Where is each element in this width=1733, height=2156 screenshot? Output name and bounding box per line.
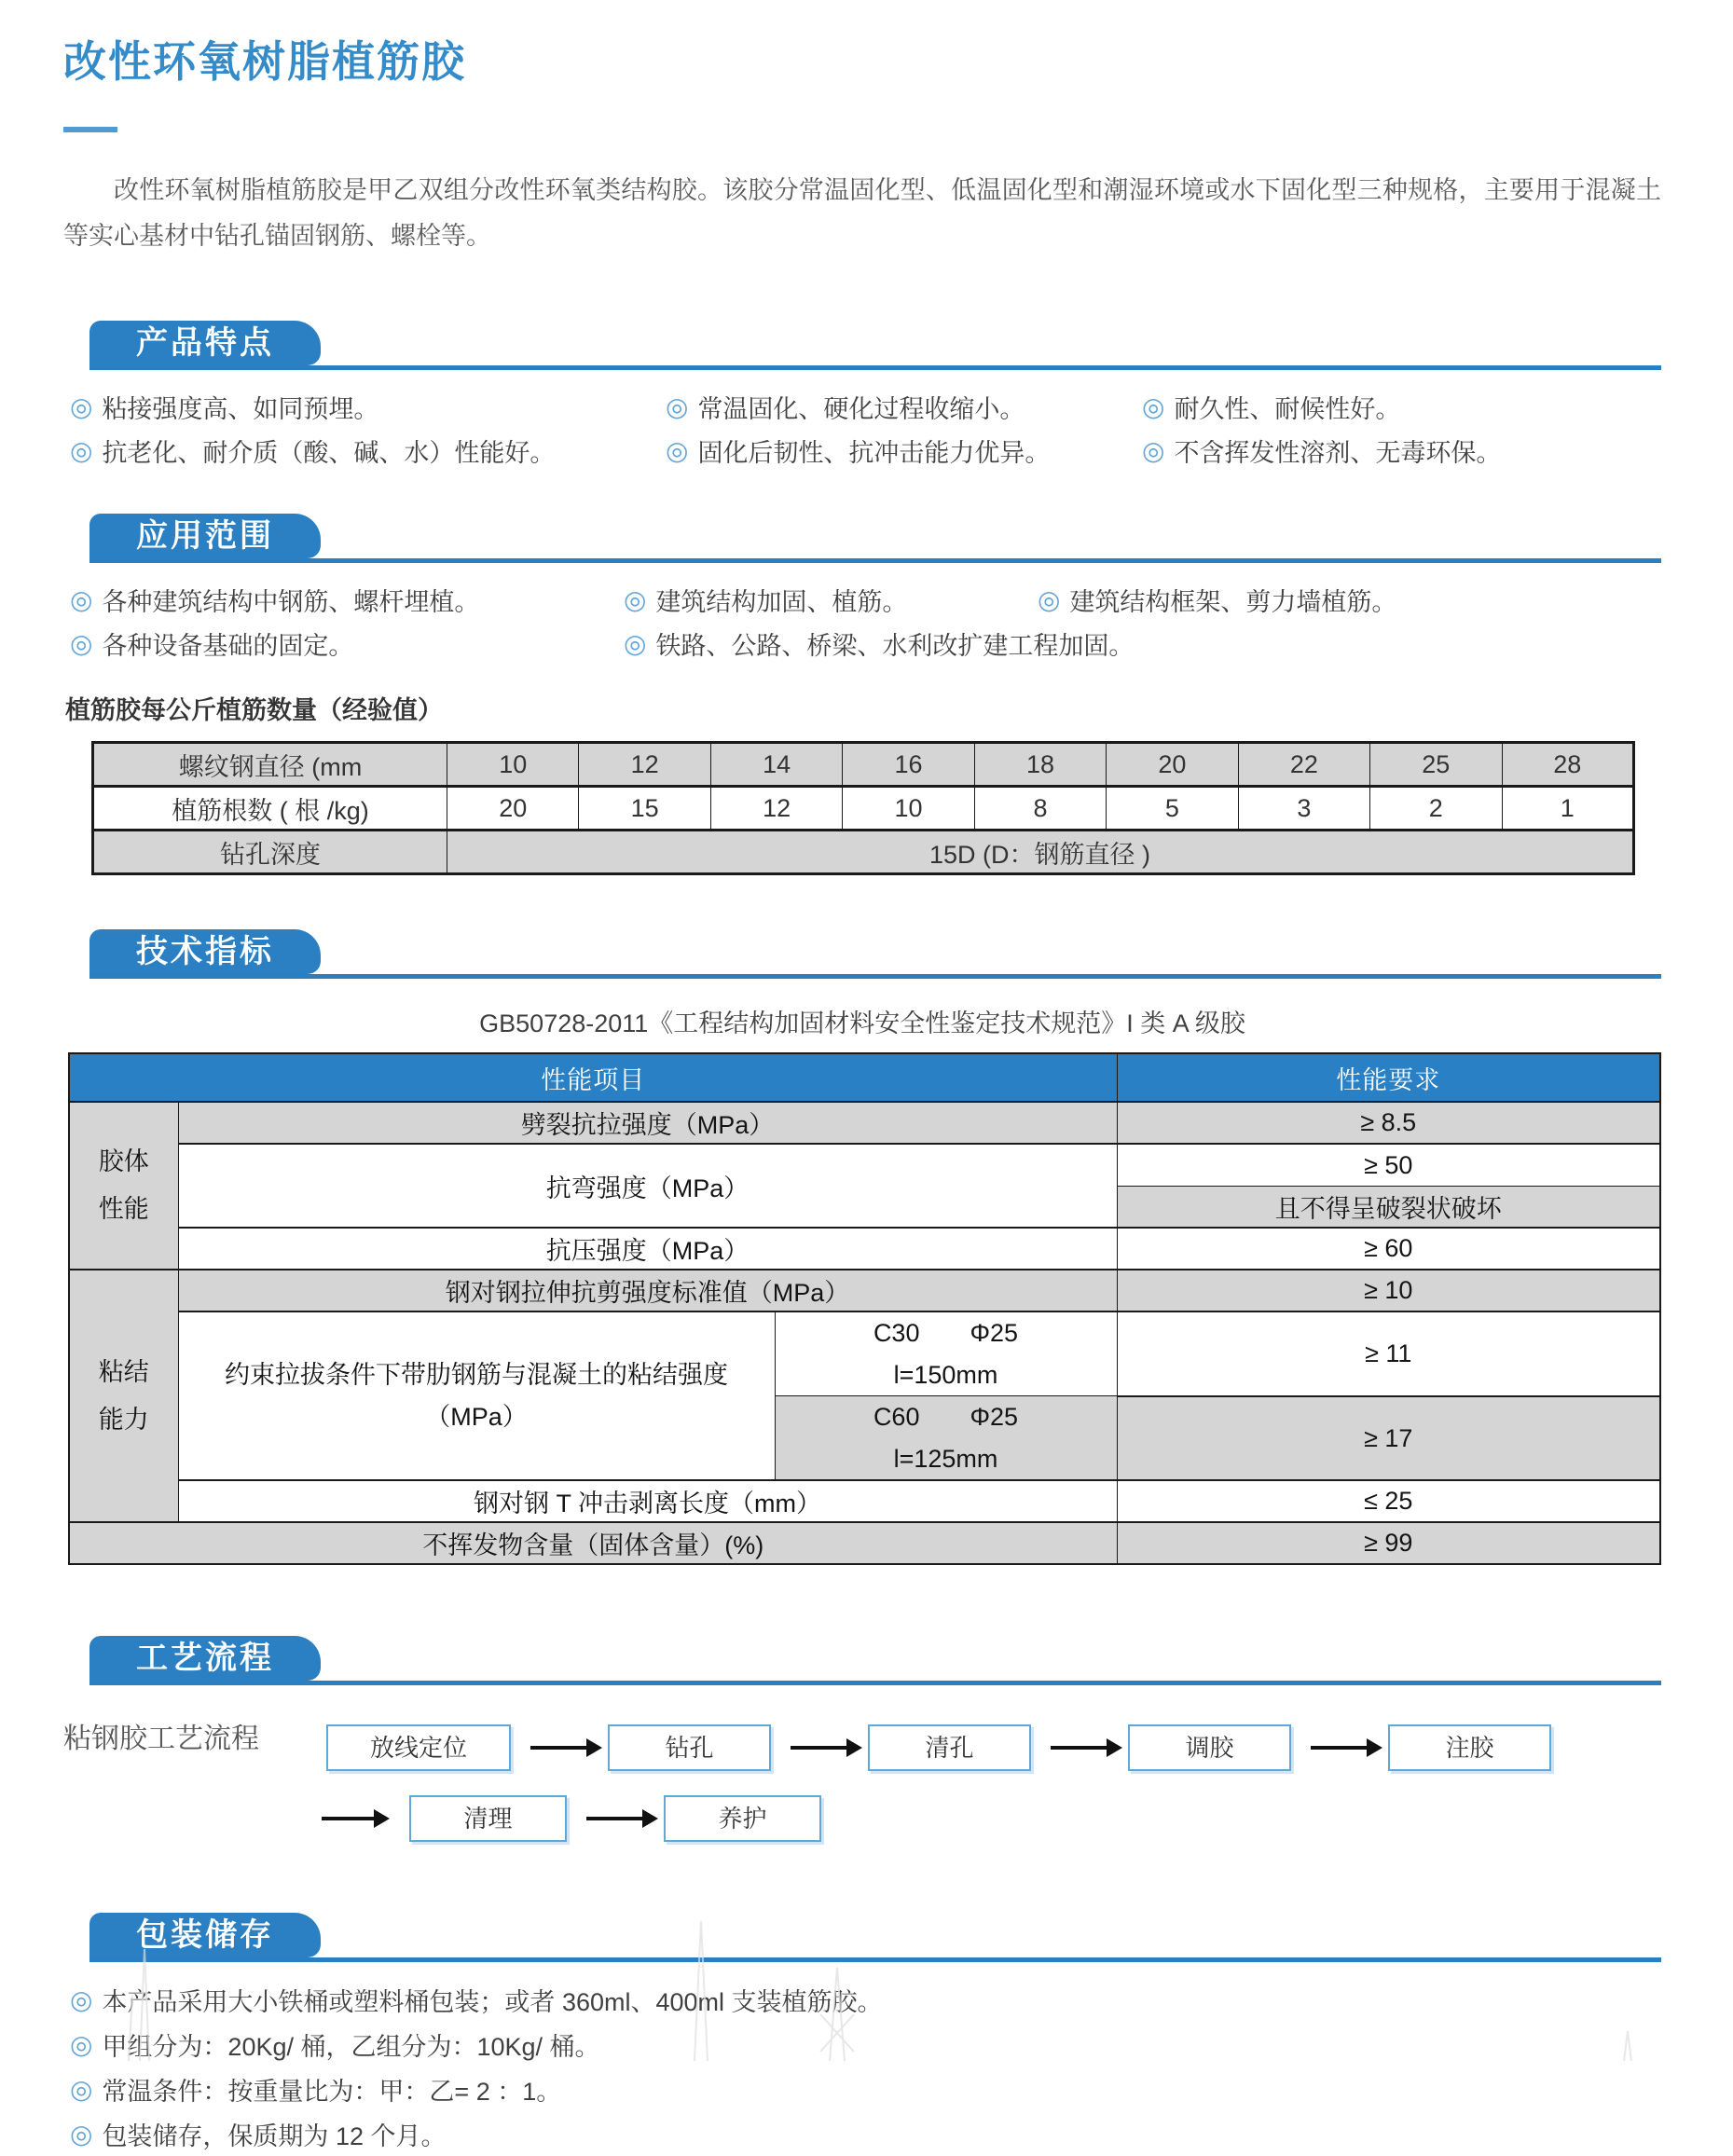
requirement-cell: ≥ 11 <box>1117 1311 1660 1396</box>
table-cell: 1 <box>1502 787 1634 831</box>
bullet-icon: ◎ <box>70 392 93 422</box>
bullet-icon: ◎ <box>70 2074 93 2104</box>
list-item <box>63 625 617 662</box>
table-cell: 22 <box>1238 743 1369 787</box>
table-cell: 15D (D：钢筋直径 ) <box>447 831 1634 874</box>
section-tab-packaging: 包装储存 <box>89 1913 321 1957</box>
table-row <box>69 1270 1660 1311</box>
property-text: （MPa） <box>425 1402 528 1431</box>
arrow-right-icon <box>1051 1746 1108 1750</box>
rebar-count-table <box>91 741 1635 875</box>
bullet-icon: ◎ <box>70 2029 93 2059</box>
flow-step: 调胶 <box>1128 1724 1291 1771</box>
requirement-cell: ≥ 10 <box>1117 1270 1660 1311</box>
arrow-right-icon <box>1311 1746 1369 1750</box>
table-row <box>69 1228 1660 1270</box>
section-tab-applications: 应用范围 <box>89 514 321 558</box>
feature-text: 固化后韧性、抗冲击能力优异。 <box>697 439 1051 468</box>
packaging-list <box>63 1977 1661 2156</box>
section-header-process <box>89 1636 1661 1685</box>
application-text: 建筑结构框架、剪力墙植筋。 <box>1069 588 1397 617</box>
application-text: 各种设备基础的固定。 <box>102 632 354 661</box>
bullet-icon: ◎ <box>624 629 647 659</box>
table-cell: 18 <box>974 743 1106 787</box>
list-item <box>63 2022 1661 2067</box>
table-cell: 8 <box>974 787 1106 831</box>
packaging-text: 本产品采用大小铁桶或塑料桶包装；或者 360ml、400ml 支装植筋胶。 <box>102 1987 883 2016</box>
property-cell: 抗弯强度（MPa） <box>178 1144 1117 1228</box>
features-row <box>63 429 1661 473</box>
flow-step: 清理 <box>409 1795 567 1842</box>
row-header-cell: 钻孔深度 <box>93 831 447 874</box>
condition-cell <box>775 1311 1117 1396</box>
application-text: 各种建筑结构中钢筋、螺杆埋植。 <box>102 588 480 617</box>
section-header-tech <box>89 929 1661 979</box>
list-item <box>1031 582 1396 618</box>
requirement-cell: ≥ 99 <box>1117 1522 1660 1564</box>
list-item <box>63 2067 1661 2111</box>
applications-list <box>63 578 1661 666</box>
list-item <box>659 433 1135 469</box>
row-header-cell: 螺纹钢直径 (mm <box>93 743 447 787</box>
packaging-text: 甲组分为：20Kg/ 桶，乙组分为：10Kg/ 桶。 <box>102 2032 600 2061</box>
table-cell: 10 <box>447 743 579 787</box>
table-cell: 25 <box>1370 743 1502 787</box>
table-cell: 12 <box>579 743 710 787</box>
list-item <box>63 582 617 618</box>
packaging-text: 常温条件：按重量比为：甲：乙= 2 ：1。 <box>102 2077 562 2106</box>
bullet-icon: ◎ <box>70 629 93 659</box>
features-row <box>63 385 1661 429</box>
table-row <box>69 1144 1660 1186</box>
section-header-packaging <box>89 1913 1661 1962</box>
feature-text: 抗老化、耐介质（酸、碱、水）性能好。 <box>102 439 556 468</box>
column-header: 性能项目 <box>69 1053 1117 1102</box>
feature-text: 粘接强度高、如同预埋。 <box>102 395 379 424</box>
list-item <box>1135 389 1400 425</box>
list-item <box>63 1977 1661 2022</box>
table-cell: 14 <box>710 743 842 787</box>
list-item <box>1135 433 1501 469</box>
title-underline <box>63 127 117 132</box>
feature-text: 不含挥发性溶剂、无毒环保。 <box>1174 439 1502 468</box>
bullet-icon: ◎ <box>70 1984 93 2014</box>
list-item <box>63 2111 1661 2156</box>
table-cell: 2 <box>1370 787 1502 831</box>
property-text: 约束拉拔条件下带肋钢筋与混凝土的粘结强度 <box>225 1361 728 1390</box>
applications-row <box>63 578 1661 622</box>
table-row <box>69 1480 1660 1522</box>
row-header-cell: 植筋根数 ( 根 /kg) <box>93 787 447 831</box>
page-title: 改性环氧树脂植筋胶 <box>63 37 466 86</box>
list-item <box>617 625 1134 662</box>
table-cell: 3 <box>1238 787 1369 831</box>
rebar-table-title: 植筋胶每公斤植筋数量（经验值） <box>65 696 443 725</box>
column-header: 性能要求 <box>1117 1053 1660 1102</box>
table-row <box>93 831 1634 874</box>
table-cell: 28 <box>1502 743 1634 787</box>
bullet-icon: ◎ <box>70 2119 93 2149</box>
condition-text: l=150mm <box>893 1360 998 1389</box>
table-row <box>69 1522 1660 1564</box>
tech-spec-table <box>68 1052 1661 1565</box>
property-cell: 不挥发物含量（固体含量）(%) <box>69 1522 1117 1564</box>
table-cell: 5 <box>1107 787 1238 831</box>
list-item <box>617 582 1031 618</box>
requirement-cell: ≥ 8.5 <box>1117 1102 1660 1144</box>
flow-row <box>63 1698 1661 1771</box>
table-cell: 20 <box>447 787 579 831</box>
bullet-icon: ◎ <box>70 585 93 615</box>
table-cell: 16 <box>843 743 974 787</box>
section-header-features <box>89 321 1661 370</box>
requirement-cell: ≥ 50 <box>1117 1144 1660 1186</box>
section-header-applications <box>89 514 1661 563</box>
feature-text: 常温固化、硬化过程收缩小。 <box>697 395 1025 424</box>
bullet-icon: ◎ <box>70 436 93 466</box>
condition-cell <box>775 1396 1117 1481</box>
features-list <box>63 385 1661 473</box>
table-row <box>93 787 1634 831</box>
list-item <box>659 389 1135 425</box>
process-flowchart <box>63 1698 1661 1875</box>
table-header-row <box>69 1053 1660 1102</box>
section-tab-tech: 技术指标 <box>89 929 321 974</box>
table-row <box>93 743 1634 787</box>
property-cell: 抗压强度（MPa） <box>178 1228 1117 1270</box>
property-cell: 钢对钢拉伸抗剪强度标准值（MPa） <box>178 1270 1117 1311</box>
table-row <box>69 1102 1660 1144</box>
document-content <box>63 0 1661 2156</box>
condition-text: C30 Φ25 <box>873 1319 1019 1348</box>
group-header-cell: 胶体性能 <box>69 1102 178 1270</box>
table-cell: 12 <box>710 787 842 831</box>
arrow-right-icon <box>586 1817 644 1820</box>
flow-step: 清孔 <box>868 1724 1031 1771</box>
intro-paragraph: 改性环氧树脂植筋胶是甲乙双组分改性环氧类结构胶。该胶分常温固化型、低温固化型和潮湿环境或水下固化型三种规格，主要用于混凝土等实心基材中钻孔锚固钢筋、螺栓等。 <box>63 176 1661 251</box>
property-cell: 劈裂抗拉强度（MPa） <box>178 1102 1117 1144</box>
flow-step: 放线定位 <box>326 1724 511 1771</box>
table-row <box>69 1311 1660 1396</box>
section-tab-process: 工艺流程 <box>89 1636 321 1681</box>
property-cell: 钢对钢 T 冲击剥离长度（mm） <box>178 1480 1117 1522</box>
bullet-icon: ◎ <box>666 392 689 422</box>
table-cell: 20 <box>1107 743 1238 787</box>
flow-step: 养护 <box>664 1795 821 1842</box>
applications-row <box>63 622 1661 666</box>
bullet-icon: ◎ <box>1142 392 1165 422</box>
feature-text: 耐久性、耐候性好。 <box>1174 395 1401 424</box>
bullet-icon: ◎ <box>624 585 647 615</box>
table-cell: 15 <box>579 787 710 831</box>
requirement-cell: ≤ 25 <box>1117 1480 1660 1522</box>
bullet-icon: ◎ <box>666 436 689 466</box>
requirement-cell: 且不得呈破裂状破坏 <box>1117 1186 1660 1228</box>
property-cell <box>178 1311 775 1480</box>
list-item <box>63 389 659 425</box>
table-cell: 10 <box>843 787 974 831</box>
requirement-cell: ≥ 17 <box>1117 1396 1660 1481</box>
application-text: 铁路、公路、桥梁、水利改扩建工程加固。 <box>655 632 1135 661</box>
list-item <box>63 433 659 469</box>
bullet-icon: ◎ <box>1038 585 1061 615</box>
flow-subtitle: 粘钢胶工艺流程 <box>63 1723 259 1755</box>
flow-step: 钻孔 <box>608 1724 771 1771</box>
condition-text: C60 Φ25 <box>873 1403 1019 1432</box>
flow-row <box>63 1771 1661 1842</box>
group-header-cell: 粘结能力 <box>69 1270 178 1522</box>
arrow-right-icon <box>530 1746 588 1750</box>
requirement-cell: ≥ 60 <box>1117 1228 1660 1270</box>
condition-text: l=125mm <box>893 1444 998 1473</box>
application-text: 建筑结构加固、植筋。 <box>655 588 908 617</box>
packaging-text: 包装储存，保质期为 12 个月。 <box>102 2122 447 2150</box>
flow-step: 注胶 <box>1388 1724 1551 1771</box>
arrow-right-icon <box>322 1817 376 1820</box>
arrow-right-icon <box>791 1746 848 1750</box>
section-tab-features: 产品特点 <box>89 321 321 365</box>
bullet-icon: ◎ <box>1142 436 1165 466</box>
standard-reference: GB50728-2011《工程结构加固材料安全性鉴定技术规范》I 类 A 级胶 <box>479 1009 1245 1038</box>
